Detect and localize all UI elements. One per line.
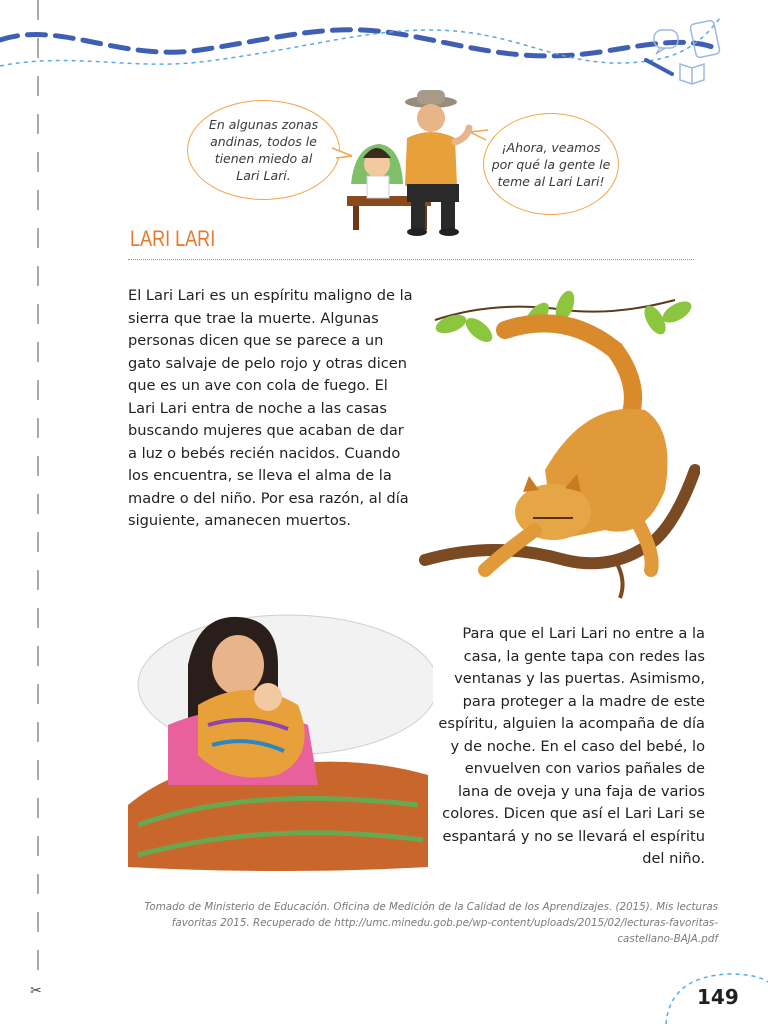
speech-bubble-right — [483, 113, 619, 215]
book-icon — [680, 64, 704, 84]
top-wave-decoration — [0, 0, 768, 90]
page-number: 149 — [697, 985, 739, 1009]
pencil-icon — [646, 60, 672, 74]
speech-bubble-right-text: ¡Ahora, veamos por qué la gente le teme al Lari Lari! — [491, 139, 611, 189]
source-citation: Tomado de Ministerio de Educación. Oficina de Medición de la Calidad de los Aprendizajes. (2015). Mis lecturas favoritas 2015. Recuperado de http://umc.minedu.gob.pe/wp-content/uploads/2015/02/lecturas-favoritas-castellano-BAJA.pdf — [144, 901, 718, 945]
speech-bubble-left-text: En algunas zonas andinas, todos le tienen miedo al Lari Lari. — [208, 117, 319, 183]
mother-baby-illustration — [128, 605, 433, 875]
wildcat-illustration — [415, 290, 700, 600]
title-divider — [128, 259, 694, 260]
section-title: LARI LARI — [130, 226, 216, 251]
paragraph-2: Para que el Lari Lari no entre a la casa, la gente tapa con redes las ventanas y las puertas. Asimismo, para proteger a la madre de este espíritu, alguien la acompaña de día y de noche. En el caso del bebé, lo envuelven con varios pañales de lana de oveja y una faja de varios colores. Dicen que así el Lari Lari se espantará y no se llevará el espíritu del niño. — [438, 625, 705, 867]
speech-bubble-left — [187, 100, 340, 200]
tablet-icon — [690, 20, 721, 58]
cut-line-decoration — [0, 0, 60, 1024]
paragraph-1: El Lari Lari es un espíritu maligno de la sierra que trae la muerte. Algunas personas dicen que se parece a un gato salvaje de pelo rojo y otras dicen que es un ave con cola de fuego. El Lari Lari entra de noche a las casas buscando mujeres que acaban de dar a luz o bebés recién nacidos. Cuando los encuentra, se lleva el alma de la madre o del niño. Por esa razón, al día siguiente, amanecen muertos. — [128, 287, 413, 529]
scissors-icon: ✂ — [30, 982, 42, 998]
characters-illustration — [345, 88, 475, 236]
